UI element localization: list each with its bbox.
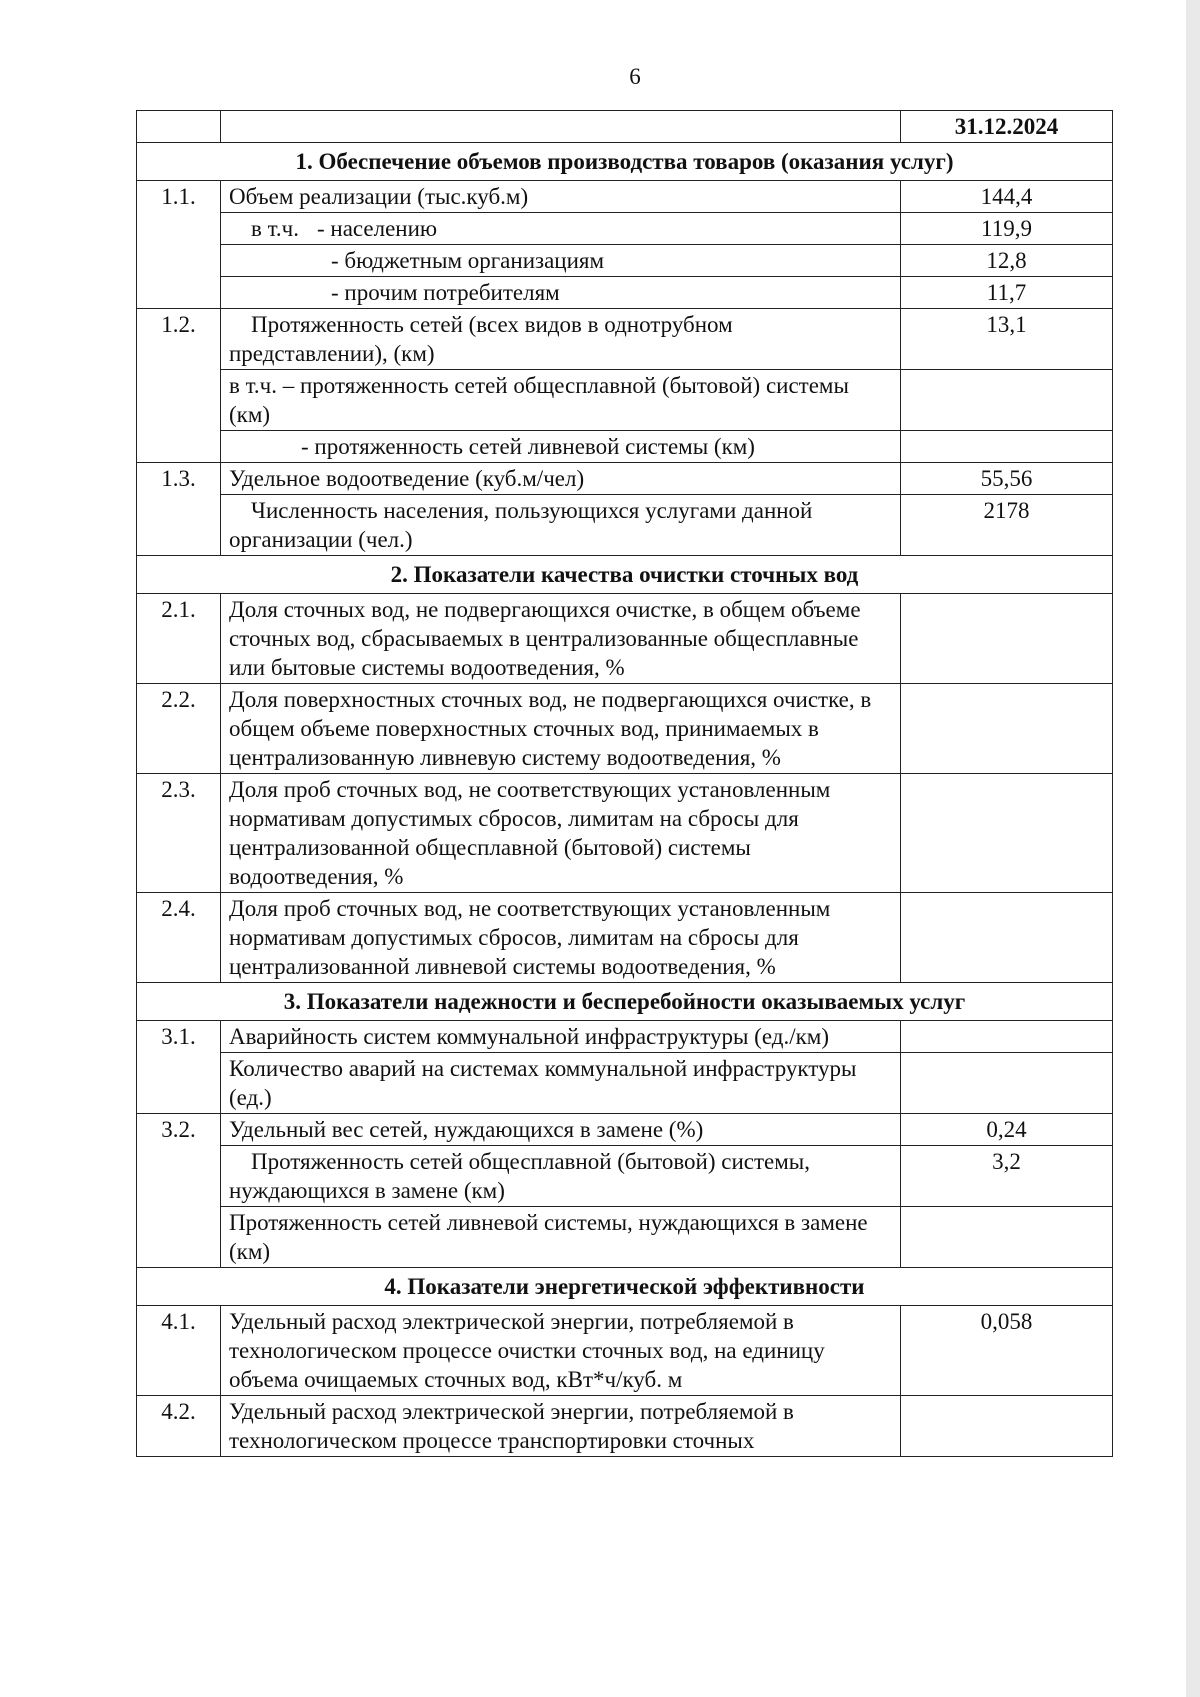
table-row <box>137 431 1113 463</box>
table-row <box>137 1146 1113 1207</box>
table-row <box>137 1306 1113 1396</box>
row-number: 2.2. <box>137 684 221 774</box>
row-value <box>901 1021 1113 1053</box>
table-row <box>137 1396 1113 1457</box>
row-value <box>901 1053 1113 1114</box>
table-row <box>137 245 1113 277</box>
row-label: Протяженность сетей ливневой системы, нуждающихся в замене (км) <box>221 1207 901 1268</box>
row-value: 12,8 <box>901 245 1113 277</box>
indicators-table <box>136 110 1113 1457</box>
table-header-row <box>137 111 1113 143</box>
table-row <box>137 309 1113 370</box>
table-row <box>137 1053 1113 1114</box>
table-row <box>137 495 1113 556</box>
row-value <box>901 774 1113 893</box>
row-label: Количество аварий на системах коммунальной инфраструктуры (ед.) <box>221 1053 901 1114</box>
row-number: 2.1. <box>137 594 221 684</box>
table-row <box>137 277 1113 309</box>
row-label: Доля поверхностных сточных вод, не подвергающихся очистке, в общем объеме поверхностных сточных вод, принимаемых в централизованную ливневую систему водоотведения, % <box>221 684 901 774</box>
row-value <box>901 684 1113 774</box>
section-title: 4. Показатели энергетической эффективности <box>137 1268 1113 1306</box>
section-title: 1. Обеспечение объемов производства товаров (оказания услуг) <box>137 143 1113 181</box>
table-row <box>137 213 1113 245</box>
row-number: 3.2. <box>137 1114 221 1268</box>
table-row <box>137 370 1113 431</box>
row-value: 0,058 <box>901 1306 1113 1396</box>
section-2-row <box>137 556 1113 594</box>
section-3-row <box>137 983 1113 1021</box>
table-row <box>137 1021 1113 1053</box>
header-num-cell <box>137 111 221 143</box>
table-row <box>137 181 1113 213</box>
row-number: 4.2. <box>137 1396 221 1457</box>
row-number: 2.3. <box>137 774 221 893</box>
row-label: - прочим потребителям <box>221 277 901 309</box>
table-row <box>137 774 1113 893</box>
row-value: 55,56 <box>901 463 1113 495</box>
row-label: Удельное водоотведение (куб.м/чел) <box>221 463 901 495</box>
table-row <box>137 893 1113 983</box>
row-value <box>901 1207 1113 1268</box>
row-value: 119,9 <box>901 213 1113 245</box>
row-label: Аварийность систем коммунальной инфраструктуры (ед./км) <box>221 1021 901 1053</box>
row-value <box>901 594 1113 684</box>
table-row <box>137 463 1113 495</box>
row-value: 3,2 <box>901 1146 1113 1207</box>
row-value <box>901 1396 1113 1457</box>
row-label: Доля проб сточных вод, не соответствующих установленным нормативам допустимых сбросов, лимитам на сбросы для централизованной общесплавной (бытовой) системы водоотведения, % <box>221 774 901 893</box>
row-value: 144,4 <box>901 181 1113 213</box>
header-label-cell <box>221 111 901 143</box>
row-value <box>901 370 1113 431</box>
row-prefix: в т.ч. <box>251 216 299 241</box>
section-title: 3. Показатели надежности и бесперебойности оказываемых услуг <box>137 983 1113 1021</box>
table-row <box>137 594 1113 684</box>
row-label: Численность населения, пользующихся услугами данной организации (чел.) <box>221 495 901 556</box>
section-title: 2. Показатели качества очистки сточных вод <box>137 556 1113 594</box>
row-label: Удельный вес сетей, нуждающихся в замене (%) <box>221 1114 901 1146</box>
row-label: Доля проб сточных вод, не соответствующих установленным нормативам допустимых сбросов, лимитам на сбросы для централизованной ливневой системы водоотведения, % <box>221 893 901 983</box>
table-row <box>137 684 1113 774</box>
row-value <box>901 431 1113 463</box>
row-label: - протяженность сетей ливневой системы (км) <box>221 431 901 463</box>
header-date: 31.12.2024 <box>901 111 1113 143</box>
section-4-row <box>137 1268 1113 1306</box>
table-row <box>137 1114 1113 1146</box>
row-number: 3.1. <box>137 1021 221 1114</box>
row-number: 4.1. <box>137 1306 221 1396</box>
row-label: в т.ч. – протяженность сетей общесплавной (бытовой) системы (км) <box>221 370 901 431</box>
row-value: 0,24 <box>901 1114 1113 1146</box>
row-label: Удельный расход электрической энергии, потребляемой в технологическом процессе транспортировки сточных <box>221 1396 901 1457</box>
row-number: 1.3. <box>137 463 221 556</box>
row-label: Удельный расход электрической энергии, потребляемой в технологическом процессе очистки сточных вод, на единицу объема очищаемых сточных вод, кВт*ч/куб. м <box>221 1306 901 1396</box>
row-label <box>221 213 901 245</box>
table-row <box>137 1207 1113 1268</box>
page-number: 6 <box>629 64 641 89</box>
row-label-text: - населению <box>317 216 438 241</box>
row-label: - бюджетным организациям <box>221 245 901 277</box>
row-value: 13,1 <box>901 309 1113 370</box>
row-number: 1.2. <box>137 309 221 463</box>
row-number: 1.1. <box>137 181 221 309</box>
row-label: Доля сточных вод, не подвергающихся очистке, в общем объеме сточных вод, сбрасываемых в централизованные общесплавные или бытовые системы водоотведения, % <box>221 594 901 684</box>
row-label: Протяженность сетей общесплавной (бытовой) системы, нуждающихся в замене (км) <box>221 1146 901 1207</box>
row-label: Объем реализации (тыс.куб.м) <box>221 181 901 213</box>
row-value: 2178 <box>901 495 1113 556</box>
row-value: 11,7 <box>901 277 1113 309</box>
row-number: 2.4. <box>137 893 221 983</box>
section-1-row <box>137 143 1113 181</box>
row-value <box>901 893 1113 983</box>
row-label: Протяженность сетей (всех видов в однотрубном представлении), (км) <box>221 309 901 370</box>
